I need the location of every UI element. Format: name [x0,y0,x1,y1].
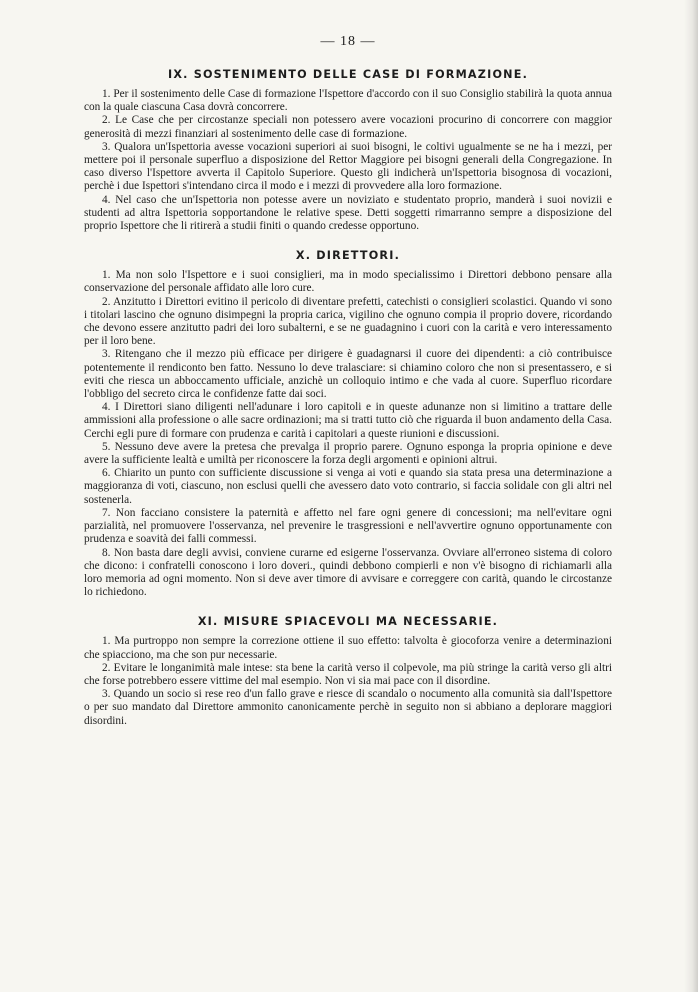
paragraph-ix-4: 4. Nel caso che un'Ispettoria non potesse avere un noviziato e studentato proprio, manderà i suoi novizii e studenti ad altra Ispettoria sopportandone le relative spese. Detti soggetti rimarranno sempre a disposizione del proprio Ispettore che li ritirerà a studii finiti o quando credesse opportuno. [84,193,612,233]
page-content [84,34,612,728]
paragraph-xi-2: 2. Evitare le longanimità male intese: sta bene la carità verso il colpevole, ma più stringe la carità verso gli altri che forse potrebbero essere vittime del mal esempio. Non vi sia mai pace con il disordine. [84,661,612,687]
paragraph-ix-2: 2. Le Case che per circostanze speciali non potessero avere vocazioni procurino di concorrere con maggior generosità di mezzi finanziari al sostenimento delle case di formazione. [84,114,612,140]
section-heading-xi: XI. MISURE SPIACEVOLI MA NECESSARIE. [197,615,499,629]
paragraph-x-1: 1. Ma non solo l'Ispettore e i suoi consiglieri, ma in modo specialissimo i Direttori debbono pensare alla conservazione del personale affidato alle loro cure. [84,269,612,295]
section-heading-x: X. DIRETTORI. [295,249,401,263]
paragraph-x-6: 6. Chiarito un punto con sufficiente discussione si venga ai voti e quando sia stata presa una determinazione a maggioranza di voti, ciascuno, non esclusi quelli che avessero dato voto contrario, si faccia solidale con gli altri nel sostenerla. [84,467,612,506]
paragraph-x-5: 5. Nessuno deve avere la pretesa che prevalga il proprio parere. Ognuno esponga la propria opinione e deve avere la sufficiente lealtà e umiltà per riconoscere la forza degli argomenti e opinioni altrui. [84,440,612,467]
paragraph-x-8: 8. Non basta dare degli avvisi, conviene curarne ed esigerne l'osservanza. Ovviare all'erroneo sistema di coloro che dicono: i confratelli conoscono i loro doveri., quindi debbono compierli e non v'è bisogno di richiamarli alla loro memoria ad ogni momento. Non si deve aver timore di avvisare e correggere con carità, quando le circostanze lo richiedono. [84,546,612,599]
page-number: — 18 — [320,34,376,49]
paragraph-ix-3: 3. Qualora un'Ispettoria avesse vocazioni superiori ai suoi bisogni, le coltivi ugualmente se ne ha i mezzi, per mettere poi il personale superfluo a disposizione del Rettor Maggiore pei bisogni generali della Congregazione. In caso diverso l'Ispettore avverta il Capitolo Superiore. Questo gli indicherà un'Ispettoria bisognosa di vocazioni, perchè i due Ispettori s'intendano circa il modo e i mezzi di provvedere alla loro formazione. [84,140,612,193]
page-edge-shadow [684,0,698,992]
paragraph-x-7: 7. Non facciano consistere la paternità e affetto nel fare ogni genere di concessioni; ma nell'evitare ogni parzialità, nel promuovere l'osservanza, nel prevenire le trasgressioni e nell'avvertire ognuno opportunamente con prudenza e soavità dei falli commessi. [84,506,612,546]
section-heading-ix: IX. SOSTENIMENTO DELLE CASE DI FORMAZIONE. [167,68,529,81]
paragraph-x-3: 3. Ritengano che il mezzo più efficace per dirigere è guadagnarsi il cuore dei dipendenti: a ciò contribuisce potentemente il rendiconto ben fatto. Nessuno lo deve tralasciare: si chiamino coloro che non si presentassero, e si eviti che riesca un abboccamento ufficiale, anzichè un colloquio intimo e che vada al cuore. Superfluo ricordare l'obbligo del secreto circa le confidenze fatte dai soci. [84,348,612,401]
paragraph-xi-3: 3. Quando un socio si rese reo d'un fallo grave e riesce di scandalo o nocumento alla comunità sia dall'Ispettore o per suo mandato dal Direttore ammonito canonicamente perchè in seguito non si abbiano a deplorare maggiori disordini. [84,688,612,727]
paragraph-xi-1: 1. Ma purtroppo non sempre la correzione ottiene il suo effetto: talvolta è giocoforza venire a determinazioni che spiacciono, ma che son pur necessarie. [84,635,612,661]
paragraph-x-4: 4. I Direttori siano diligenti nell'adunare i loro capitoli e in queste adunanze non si limitino a trattare delle ammissioni alla professione o alle sacre ordinazioni; ma si tratti tutto ciò che riguarda il buon andamento della Casa. Cerchi egli pure di formare con prudenza e carità i capitolari a queste riunioni e discussioni. [84,401,612,440]
paragraph-x-2: 2. Anzitutto i Direttori evitino il pericolo di diventare prefetti, catechisti o consiglieri scolastici. Quando vi sono i titolari lascino che ognuno disimpegni la propria carica, vigilino che ognuno compia il proprio dovere, ricordando che devono essere anzitutto padri dei loro subalterni, e se ne guadagnino i cuori con la carità e vero interessamento per il loro bene. [84,295,612,348]
paragraph-ix-1: 1. Per il sostenimento delle Case di formazione l'Ispettore d'accordo con il suo Consiglio stabilirà la quota annua con la quale ciascuna Casa dovrà concorrere. [84,88,612,114]
